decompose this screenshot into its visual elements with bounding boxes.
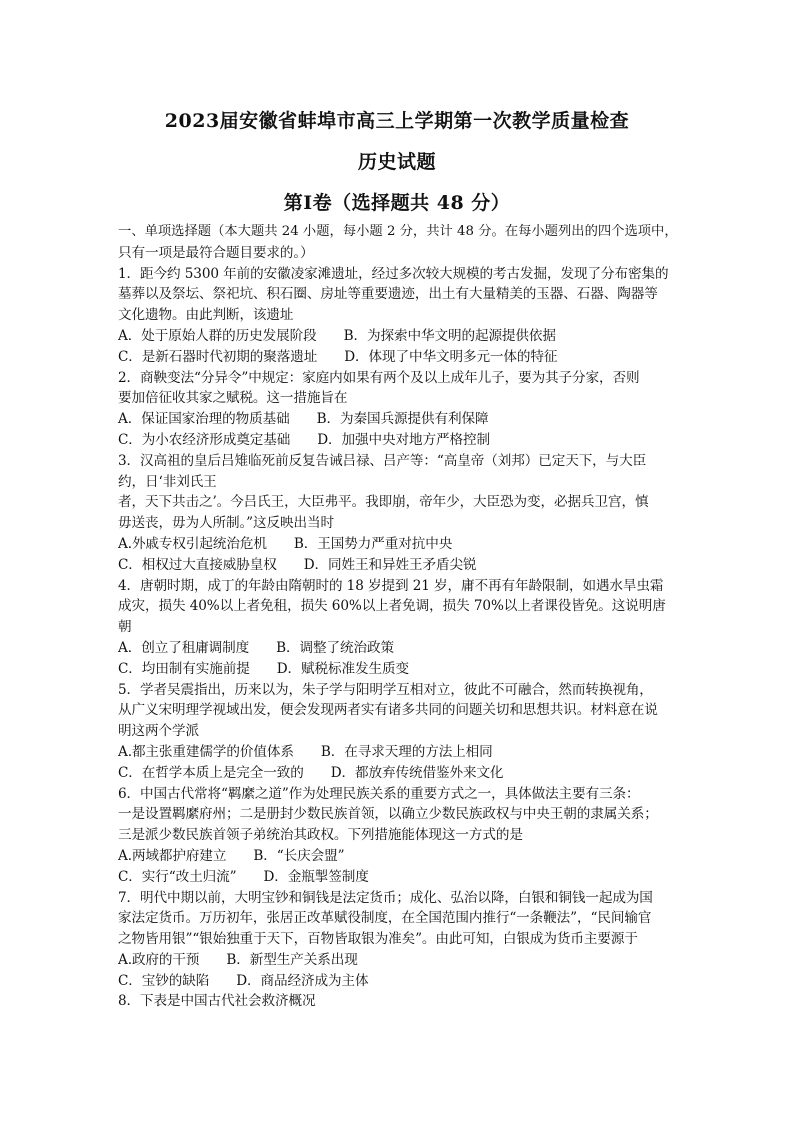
question-stem-line: 之物皆用银”“银始独重于天下，百物皆取银为准矣”。由此可知，白银成为货币主要源于: [118, 931, 638, 948]
question-stem-line: 一是设置羁縻府州；二是册封少数民族首领，以确立少数民族政权与中央王朝的隶属关系；: [118, 806, 658, 823]
question-stem-line: 要加倍征收其家之赋税。这一措施旨在: [118, 390, 348, 407]
option-line: A.两域都护府建立 B．“长庆会盟”: [118, 847, 345, 864]
question-stem-line: 明这两个学派: [118, 723, 199, 740]
question-stem-line: 墓葬以及祭坛、祭祀坑、积石圈、房址等重要遗迹，出土有大量精美的玉器、石器、陶器等: [118, 286, 658, 303]
question-stem-line: 三是派少数民族首领子弟统治其政权。下列措施能体现这一方式的是: [118, 827, 523, 844]
exam-title: 2023届安徽省蚌埠市高三上学期第一次教学质量检查: [164, 110, 630, 132]
question-stem-line: 文化遗物。由此判断，该遗址: [118, 307, 294, 324]
option-line: C．相权过大直接威胁皇权 D．同姓王和异姓王矛盾尖锐: [118, 556, 477, 573]
option-line: C．实行“改土归流” D．金瓶掣签制度: [118, 868, 369, 885]
subject-title: 历史试题: [357, 151, 436, 173]
option-line: C．均田制有实施前提 D．赋税标准发生质变: [118, 660, 409, 677]
option-line: A.外戚专权引起统治危机 B．王国势力严重对抗中央: [118, 535, 453, 552]
question-stem-line: 家法定货币。万历初年，张居正改革赋役制度，在全国范围内推行“一条鞭法”，“民间输官: [118, 910, 652, 927]
question-stem-line: 4．唐朝时期，成丁的年龄由隋朝时的 18 岁提到 21 岁，庸不再有年龄限制，如遇水旱虫霜: [118, 577, 664, 594]
question-stem-line: 2．商鞅变法“分异令”中规定：家庭内如果有两个及以上成年儿子，要为其子分家，否则: [118, 369, 640, 386]
question-stem-line: 7．明代中期以前，大明宝钞和铜钱是法定货币；成化、弘治以降，白银和铜钱一起成为国: [118, 889, 653, 906]
instruction-line: 只有一项是最符合题目要求的。）: [118, 244, 314, 261]
section-title: 第Ⅰ卷（选择题共 48 分）: [283, 192, 511, 214]
option-line: C．为小农经济形成奠定基础 D．加强中央对地方严格控制: [118, 431, 490, 448]
option-line: A．保证国家治理的物质基础 B．为秦国兵源提供有利保障: [118, 411, 489, 428]
option-line: A.政府的干预 B．新型生产关系出现: [118, 951, 358, 968]
question-stem-line: 从广义宋明理学视域出发，便会发现两者实有诸多共同的问题关切和思想共识。材料意在说: [118, 702, 658, 719]
question-stem-line: 者，天下共击之’。今吕氏王，大臣弗平。我即崩，帝年少，大臣恐为变，必据兵卫宫，慎: [118, 494, 649, 511]
question-stem-line: 1．距今约 5300 年前的安徽凌家滩遗址，经过多次较大规模的考古发掘，发现了分布密集的: [118, 265, 669, 282]
question-stem-line: 约，日‘非刘氏王: [118, 473, 217, 490]
question-stem-line: 8．下表是中国古代社会救济概况: [118, 993, 316, 1010]
option-line: A.都主张重建儒学的价值体系 B．在寻求天理的方法上相同: [118, 743, 493, 760]
question-stem-line: 6．中国古代常将“羁縻之道”作为处理民族关系的重要方式之一，具体做法主要有三条：: [118, 785, 640, 802]
question-stem-line: 朝: [118, 619, 132, 636]
option-line: C．是新石器时代初期的聚落遗址 D．体现了中华文明多元一体的特征: [118, 348, 558, 365]
option-line: A．创立了租庸调制度 B．调整了统治政策: [118, 639, 394, 656]
question-stem-line: 毋送丧，毋为人所制。”这反映出当时: [118, 515, 334, 532]
question-stem-line: 成灾，损失 40%以上者免租，损失 60%以上者免调，损失 70%以上者课役皆免。这说明唐: [118, 598, 666, 615]
option-line: C．在哲学本质上是完全一致的 D．都放弃传统借鉴外来文化: [118, 764, 504, 781]
question-stem-line: 3．汉高祖的皇后吕雉临死前反复告诫吕禄、吕产等：“高皇帝（刘邦）已定天下，与大臣: [118, 452, 647, 469]
question-stem-line: 5．学者吴震指出，历来以为，朱子学与阳明学互相对立，彼此不可融合，然而转换视角，: [118, 681, 653, 698]
instruction-line: 一、单项选择题（本大题共 24 小题，每小题 2 分，共计 48 分。在每小题列出的四个选项中，: [118, 224, 678, 239]
option-line: C．宝钞的缺陷 D．商品经济成为主体: [118, 972, 369, 989]
question-body: [118, 222, 678, 1012]
option-line: A．处于原始人群的历史发展阶段 B．为探索中华文明的起源提供依据: [118, 327, 556, 344]
